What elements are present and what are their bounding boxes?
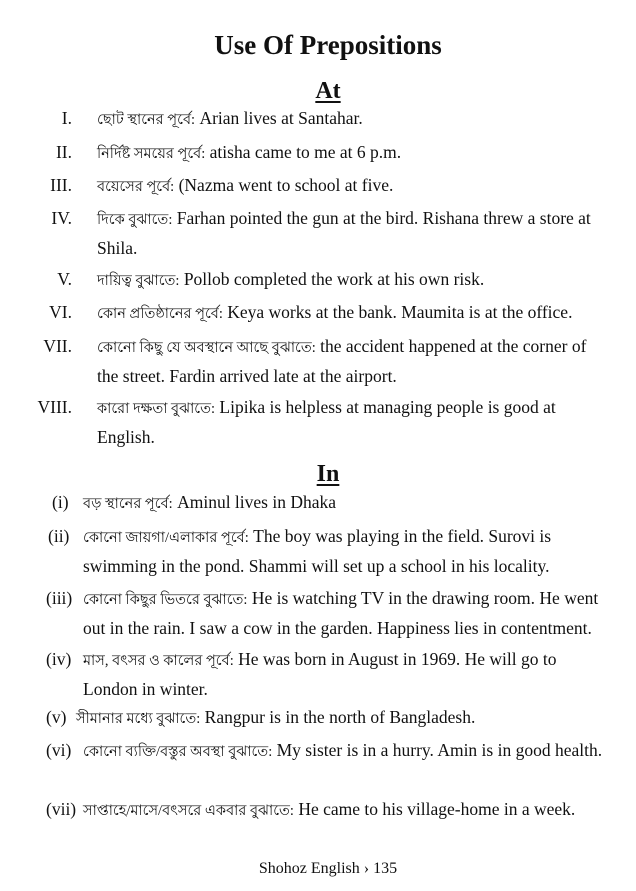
item-number: VI. [49, 302, 72, 322]
item-text: The boy was playing in the field. Surovi is swimming in the pond. Shammi will set up a school in his locality. [83, 526, 552, 576]
item-bengali-label: দিকে বুঝাতে: [97, 212, 173, 228]
section-heading-in: In [316, 461, 340, 487]
item-text: Keya works at the bank. Maumita is at the office. [222, 302, 573, 322]
list-item [0, 393, 612, 451]
item-bengali-label: বয়েসের পূর্বে: [97, 179, 175, 195]
item-number: II. [55, 142, 72, 162]
page-title: Use Of Prepositions [214, 30, 442, 60]
list-item [0, 522, 612, 580]
item-text: the accident happened at the corner of the street. Fardin arrived late at the airport. [97, 336, 587, 386]
item-text: Lipika is helpless at managing people is good at English. [97, 397, 556, 447]
item-bengali-label: দায়িত্ব বুঝাতে: [97, 273, 180, 289]
item-number: III. [50, 175, 72, 195]
list-item [0, 488, 620, 518]
item-number: V. [57, 269, 72, 289]
item-text: Pollob completed the work at his own risk. [179, 269, 485, 289]
item-number: (ii) [48, 526, 70, 546]
item-bengali-label: নির্দিষ্ট সময়ের পূর্বে: [97, 146, 206, 162]
item-text: Arian lives at Santahar. [195, 108, 363, 128]
list-item [0, 736, 612, 766]
item-text: Rangpur is in the north of Bangladesh. [200, 707, 476, 727]
item-bengali-label: বড় স্থানের পূর্বে: [83, 496, 173, 512]
page-footer: Shohoz English › 135 [258, 860, 398, 877]
list-item [0, 332, 612, 390]
item-bengali-label: মাস, বৎসর ও কালের পূর্বে: [83, 653, 234, 669]
item-number: VII. [43, 336, 72, 356]
item-number: (vii) [46, 799, 77, 819]
list-item [0, 703, 620, 733]
item-bengali-label: কোন প্রতিষ্ঠানের পূর্বে: [97, 306, 223, 322]
item-text: (Nazma went to school at five. [174, 175, 394, 195]
item-text: Aminul lives in Dhaka [172, 492, 337, 512]
item-text: atisha came to me at 6 p.m. [205, 142, 402, 162]
section-heading-at: At [315, 78, 341, 104]
list-item [0, 298, 624, 328]
item-text: He is watching TV in the drawing room. He went out in the rain. I saw a cow in the garden. Happiness lies in contentment. [83, 588, 599, 638]
item-bengali-label: কোনো কিছু যে অবস্থানে আছে বুঝাতে: [97, 340, 316, 356]
list-item [0, 171, 620, 201]
item-bengali-label: কোনো জায়গা/এলাকার পূর্বে: [83, 530, 249, 546]
item-text: He was born in August in 1969. He will go to London in winter. [83, 649, 557, 699]
item-text: My sister is in a hurry. Amin is in good health. [272, 740, 603, 760]
item-number: (iv) [46, 649, 72, 669]
list-item [0, 204, 612, 262]
item-number: VIII. [37, 397, 72, 417]
item-bengali-label: সীমানার মধ্যে বুঝাতে: [76, 711, 201, 727]
item-number: (vi) [46, 740, 72, 760]
item-bengali-label: কোনো ব্যক্তি/বস্তুর অবস্থা বুঝাতে: [83, 744, 273, 760]
item-bengali-label: কোনো কিছুর ভিতরে বুঝাতে: [83, 592, 248, 608]
item-number: (v) [46, 707, 67, 727]
item-bengali-label: ছোট স্থানের পূর্বে: [97, 112, 196, 128]
list-item [0, 795, 624, 825]
item-number: (iii) [46, 588, 73, 608]
item-number: I. [61, 108, 72, 128]
item-number: (i) [52, 492, 69, 512]
list-item [0, 104, 620, 134]
list-item [0, 645, 612, 703]
list-item [0, 138, 620, 168]
item-number: IV. [51, 208, 72, 228]
item-bengali-label: সাপ্তাহে/মাসে/বৎসরে একবার বুঝাতে: [83, 803, 294, 819]
list-item [0, 584, 612, 642]
item-bengali-label: কারো দক্ষতা বুঝাতে: [97, 401, 216, 417]
item-text: Farhan pointed the gun at the bird. Rishana threw a store at Shila. [97, 208, 591, 258]
item-text: He came to his village-home in a week. [293, 799, 576, 819]
list-item [0, 265, 620, 295]
